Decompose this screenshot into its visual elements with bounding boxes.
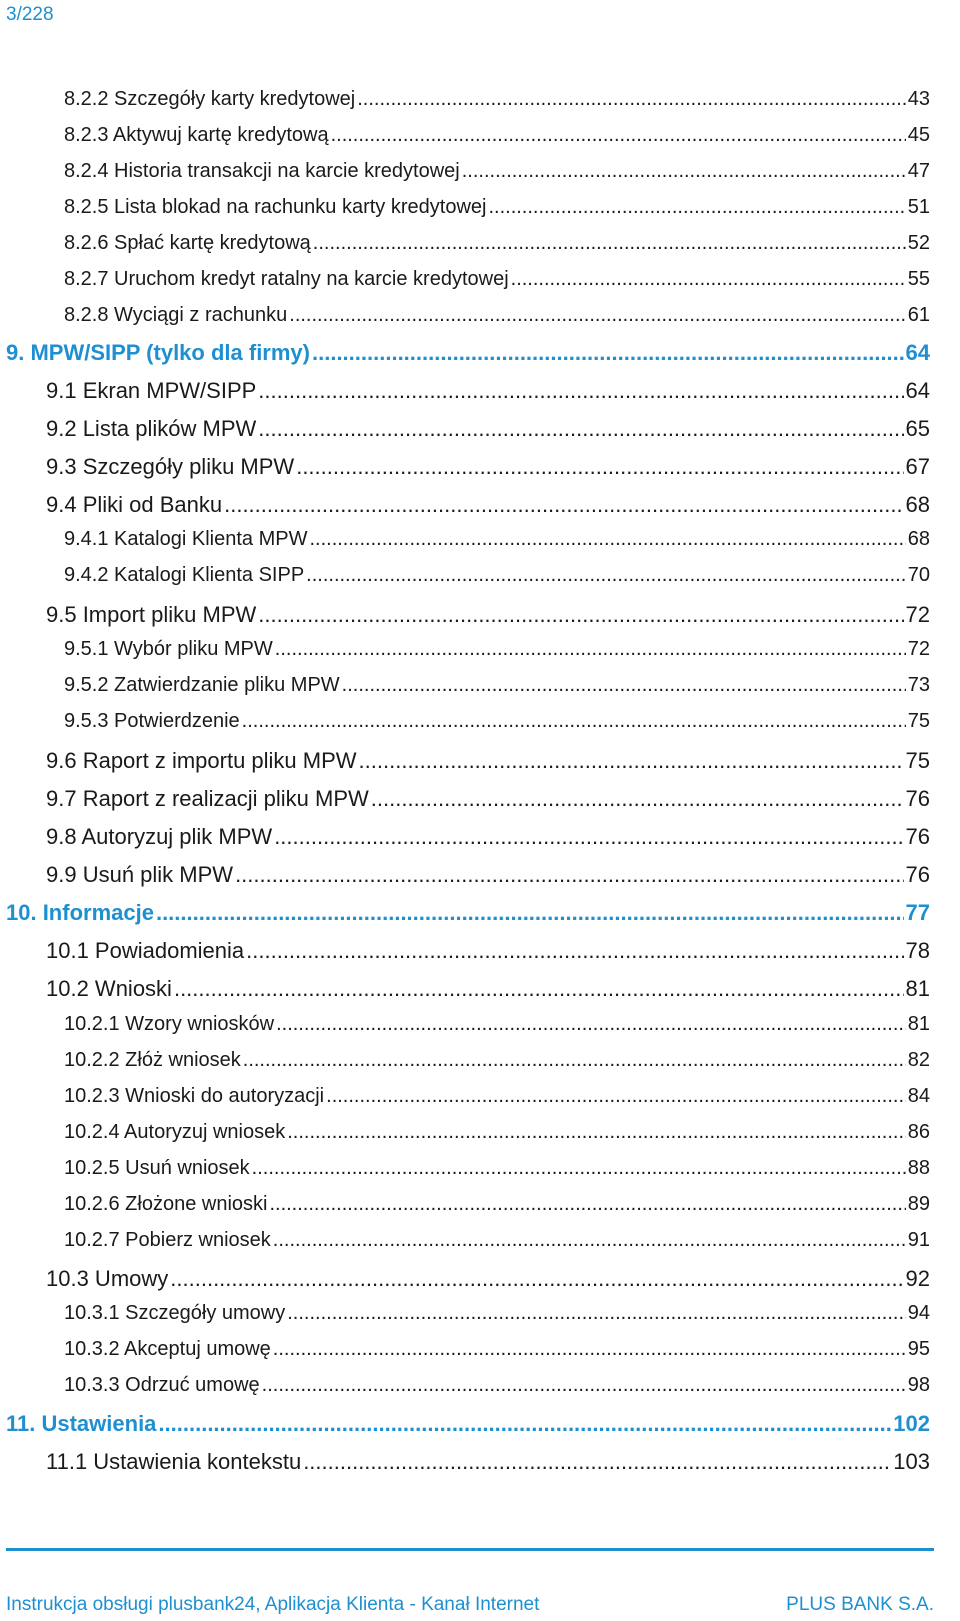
toc-leader-dots <box>273 1338 906 1361</box>
toc-leader-dots <box>371 786 904 812</box>
toc-entry-title: 8.2.5 Lista blokad na rachunku karty kredytowej <box>64 196 487 218</box>
toc-entry-page: 75 <box>905 748 930 773</box>
toc-entry-title: 9.4.1 Katalogi Klienta MPW <box>64 528 308 550</box>
toc-leader-dots <box>262 1374 906 1397</box>
toc-entry[interactable] <box>64 1338 930 1361</box>
toc-entry-page: 81 <box>905 976 930 1001</box>
toc-entry[interactable] <box>46 824 930 850</box>
toc-entry-page: 73 <box>907 674 930 696</box>
toc-entry-title: 9.7 Raport z realizacji pliku MPW <box>46 786 369 811</box>
toc-entry[interactable] <box>64 1193 930 1216</box>
toc-entry-page: 65 <box>905 416 930 441</box>
toc-entry-page: 64 <box>905 378 930 403</box>
toc-entry[interactable] <box>46 748 930 774</box>
toc-entry-page: 55 <box>907 268 930 290</box>
toc-entry[interactable] <box>64 88 930 111</box>
toc-leader-dots <box>246 938 903 964</box>
toc-entry[interactable] <box>46 1266 930 1292</box>
toc-entry[interactable] <box>46 976 930 1002</box>
toc-entry[interactable] <box>46 1449 930 1475</box>
toc-entry-title: 9.5.1 Wybór pliku MPW <box>64 638 273 660</box>
toc-leader-dots <box>306 564 906 587</box>
toc-entry-title: 11.1 Ustawienia kontekstu <box>46 1449 302 1474</box>
toc-entry[interactable] <box>64 1013 930 1036</box>
toc-entry-page: 75 <box>907 710 930 732</box>
toc-entry-title: 9. MPW/SIPP (tylko dla firmy) <box>6 340 310 365</box>
toc-entry-page: 52 <box>907 232 930 254</box>
toc-entry-title: 9.9 Usuń plik MPW <box>46 862 234 887</box>
toc-entry-title: 8.2.4 Historia transakcji na karcie kredytowej <box>64 160 460 182</box>
toc-entry-title: 9.8 Autoryzuj plik MPW <box>46 824 273 849</box>
toc-leader-dots <box>252 1157 906 1180</box>
toc-entry-page: 72 <box>907 638 930 660</box>
toc-entry-title: 10.3.2 Akceptuj umowę <box>64 1338 271 1360</box>
toc-leader-dots <box>269 1193 905 1216</box>
toc-entry[interactable] <box>46 938 930 964</box>
toc-leader-dots <box>342 674 906 697</box>
toc-entry-title: 8.2.8 Wyciągi z rachunku <box>64 304 288 326</box>
toc-leader-dots <box>275 638 906 661</box>
toc-leader-dots <box>287 1302 906 1325</box>
toc-entry[interactable] <box>64 124 930 147</box>
toc-entry[interactable] <box>46 454 930 480</box>
toc-entry-title: 10.2.3 Wnioski do autoryzacji <box>64 1085 325 1107</box>
toc-entry-page: 45 <box>907 124 930 146</box>
toc-entry-title: 11. Ustawienia <box>6 1411 157 1436</box>
toc-entry-page: 64 <box>905 340 930 365</box>
toc-entry-title: 9.5 Import pliku MPW <box>46 602 257 627</box>
toc-entry-title: 8.2.7 Uruchom kredyt ratalny na karcie kredytowej <box>64 268 509 290</box>
toc-leader-dots <box>224 492 903 518</box>
footer-divider <box>6 1548 934 1551</box>
toc-entry-page: 76 <box>905 862 930 887</box>
footer-company-name: PLUS BANK S.A. <box>786 1594 934 1615</box>
toc-entry[interactable] <box>64 674 930 697</box>
toc-leader-dots <box>258 602 903 628</box>
toc-entry-page: 84 <box>907 1085 930 1107</box>
toc-leader-dots <box>235 862 903 888</box>
toc-entry[interactable] <box>64 710 930 733</box>
toc-entry-title: 10.2.2 Złóż wniosek <box>64 1049 241 1071</box>
toc-entry-page: 68 <box>907 528 930 550</box>
toc-leader-dots <box>156 900 904 926</box>
toc-leader-dots <box>511 268 906 291</box>
toc-entry-page: 78 <box>905 938 930 963</box>
toc-entry-title: 10.2.6 Złożone wnioski <box>64 1193 268 1215</box>
page-number: 3/228 <box>6 4 54 25</box>
toc-entry-page: 70 <box>907 564 930 586</box>
toc-entry-page: 94 <box>907 1302 930 1324</box>
toc-entry-page: 92 <box>905 1266 930 1291</box>
toc-entry-title: 9.2 Lista plików MPW <box>46 416 257 441</box>
toc-entry-title: 10.2.1 Wzory wniosków <box>64 1013 275 1035</box>
toc-entry[interactable] <box>64 160 930 183</box>
toc-entry-page: 81 <box>907 1013 930 1035</box>
toc-entry[interactable] <box>6 1411 930 1437</box>
toc-leader-dots <box>313 232 906 255</box>
toc-entry-page: 43 <box>907 88 930 110</box>
toc-entry[interactable] <box>64 1374 930 1397</box>
toc-entry-title: 9.5.2 Zatwierdzanie pliku MPW <box>64 674 340 696</box>
toc-entry-title: 9.4.2 Katalogi Klienta SIPP <box>64 564 305 586</box>
toc-entry-page: 72 <box>905 602 930 627</box>
toc-leader-dots <box>276 1013 906 1036</box>
toc-leader-dots <box>331 124 906 147</box>
footer-document-title: Instrukcja obsługi plusbank24, Aplikacja Klienta - Kanał Internet <box>6 1594 540 1615</box>
toc-leader-dots <box>462 160 906 183</box>
toc-entry-page: 95 <box>907 1338 930 1360</box>
toc-entry[interactable] <box>64 564 930 587</box>
toc-entry[interactable] <box>64 196 930 219</box>
toc-entry[interactable] <box>64 638 930 661</box>
toc-entry-page: 76 <box>905 824 930 849</box>
toc-entry-title: 10.1 Powiadomienia <box>46 938 245 963</box>
toc-leader-dots <box>309 528 905 551</box>
toc-entry-page: 103 <box>893 1449 930 1474</box>
toc-entry[interactable] <box>64 304 930 327</box>
toc-leader-dots <box>273 1229 906 1252</box>
toc-entry-page: 77 <box>905 900 930 925</box>
toc-leader-dots <box>170 1266 903 1292</box>
toc-entry[interactable] <box>46 416 930 442</box>
toc-entry-page: 67 <box>905 454 930 479</box>
toc-leader-dots <box>488 196 905 219</box>
toc-entry-page: 47 <box>907 160 930 182</box>
toc-entry-title: 8.2.2 Szczegóły karty kredytowej <box>64 88 356 110</box>
toc-entry-title: 9.3 Szczegóły pliku MPW <box>46 454 295 479</box>
toc-leader-dots <box>242 710 906 733</box>
toc-leader-dots <box>158 1411 891 1437</box>
toc-entry-title: 10.3.3 Odrzuć umowę <box>64 1374 260 1396</box>
toc-entry-title: 10. Informacje <box>6 900 154 925</box>
toc-entry-title: 10.3 Umowy <box>46 1266 169 1291</box>
toc-leader-dots <box>312 340 904 366</box>
toc-entry-title: 9.5.3 Potwierdzenie <box>64 710 240 732</box>
toc-leader-dots <box>258 416 903 442</box>
toc-entry-title: 10.2.7 Pobierz wniosek <box>64 1229 271 1251</box>
toc-leader-dots <box>287 1121 906 1144</box>
toc-entry-title: 10.2.4 Autoryzuj wniosek <box>64 1121 286 1143</box>
toc-leader-dots <box>289 304 905 327</box>
toc-entry-page: 61 <box>907 304 930 326</box>
toc-entry-page: 88 <box>907 1157 930 1179</box>
toc-entry-page: 82 <box>907 1049 930 1071</box>
toc-leader-dots <box>359 748 904 774</box>
toc-entry-title: 8.2.6 Spłać kartę kredytową <box>64 232 311 254</box>
toc-entry[interactable] <box>46 862 930 888</box>
toc-leader-dots <box>174 976 904 1002</box>
toc-entry-page: 98 <box>907 1374 930 1396</box>
toc-leader-dots <box>243 1049 906 1072</box>
toc-entry-page: 68 <box>905 492 930 517</box>
toc-entry-title: 9.4 Pliki od Banku <box>46 492 223 517</box>
toc-entry[interactable] <box>46 602 930 628</box>
toc-entry[interactable] <box>46 786 930 812</box>
toc-entry-title: 10.2.5 Usuń wniosek <box>64 1157 250 1179</box>
toc-entry-title: 9.6 Raport z importu pliku MPW <box>46 748 357 773</box>
toc-leader-dots <box>274 824 903 850</box>
toc-entry-page: 91 <box>907 1229 930 1251</box>
toc-entry-title: 8.2.3 Aktywuj kartę kredytową <box>64 124 329 146</box>
toc-entry-page: 86 <box>907 1121 930 1143</box>
toc-entry-title: 10.2 Wnioski <box>46 976 172 1001</box>
toc-entry[interactable] <box>64 232 930 255</box>
toc-entry[interactable] <box>64 1229 930 1252</box>
toc-entry[interactable] <box>46 492 930 518</box>
toc-entry-page: 102 <box>893 1411 930 1436</box>
toc-entry-page: 76 <box>905 786 930 811</box>
toc-entry[interactable] <box>6 900 930 926</box>
toc-entry-page: 89 <box>907 1193 930 1215</box>
toc-entry-title: 10.3.1 Szczegóły umowy <box>64 1302 286 1324</box>
toc-entry[interactable] <box>64 1121 930 1144</box>
toc-leader-dots <box>296 454 903 480</box>
toc-entry[interactable] <box>64 1302 930 1325</box>
toc-entry[interactable] <box>64 1049 930 1072</box>
toc-entry[interactable] <box>46 378 930 404</box>
toc-leader-dots <box>357 88 906 111</box>
toc-leader-dots <box>258 378 903 404</box>
toc-entry[interactable] <box>64 1157 930 1180</box>
toc-entry[interactable] <box>64 268 930 291</box>
toc-leader-dots <box>303 1449 891 1475</box>
toc-entry[interactable] <box>6 340 930 366</box>
toc-entry[interactable] <box>64 1085 930 1108</box>
toc-entry[interactable] <box>64 528 930 551</box>
toc-leader-dots <box>326 1085 906 1108</box>
toc-entry-page: 51 <box>907 196 930 218</box>
toc-entry-title: 9.1 Ekran MPW/SIPP <box>46 378 257 403</box>
